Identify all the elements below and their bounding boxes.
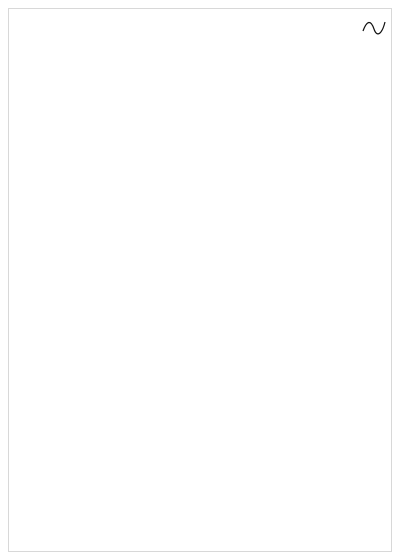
manuscript-text-block	[28, 40, 378, 540]
corner-annotation	[360, 16, 388, 38]
handwritten-corner-mark-icon	[360, 16, 388, 38]
